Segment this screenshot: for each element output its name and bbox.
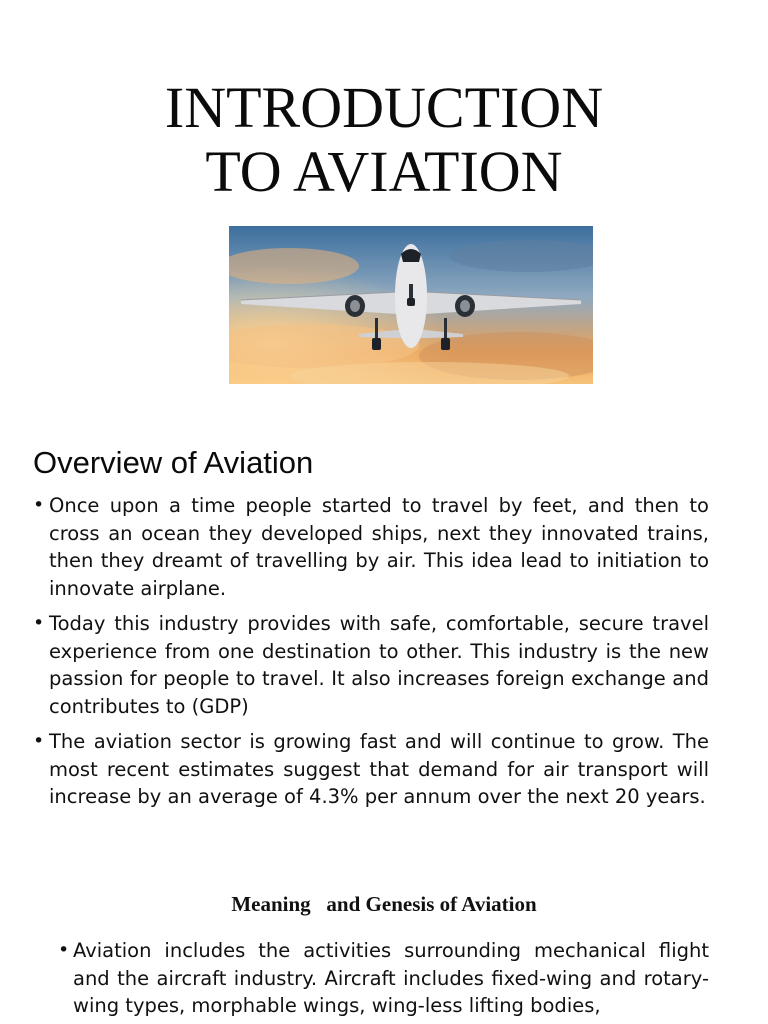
airplane-photo: [229, 226, 593, 384]
sub-heading-meaning: Meaning and Genesis of Aviation: [231, 892, 537, 916]
bullet-icon: •: [33, 730, 45, 752]
title-line-2: TO AVIATION: [205, 139, 563, 204]
list-item: [33, 492, 709, 602]
airplane-illustration: [229, 226, 593, 384]
bullet-text: Once upon a time people started to travel by feet, and then to cross an ocean they developed ships, next they innovated trains, then they dreamt of travelling by air. This idea lead to initiation to innovate airplane.: [49, 494, 709, 600]
overview-bullet-list: [33, 492, 709, 819]
bullet-text: Aviation includes the activities surrounding mechanical flight and the aircraft industry. Aircraft includes fixed-wing and rotary-wing types, morphable wings, wing-less lifting bodies,: [73, 939, 709, 1017]
list-item: [58, 937, 709, 1020]
bullet-icon: •: [58, 939, 70, 961]
bullet-text: Today this industry provides with safe, comfortable, secure travel experience from one destination to other. This industry is the new passion for people to travel. It also increases foreign exchange and contributes to (GDP): [49, 612, 709, 718]
bullet-text: The aviation sector is growing fast and will continue to grow. The most recent estimates suggest that demand for air transport will increase by an average of 4.3% per annum over the next 20 years.: [49, 730, 709, 808]
list-item: [33, 610, 709, 720]
title-line-1: INTRODUCTION: [164, 75, 604, 140]
meaning-bullet-list: [58, 937, 709, 1020]
bullet-icon: •: [33, 494, 45, 516]
section-heading-overview: Overview of Aviation: [33, 445, 314, 480]
document-title: [0, 76, 768, 204]
list-item: [33, 728, 709, 811]
bullet-icon: •: [33, 612, 45, 634]
